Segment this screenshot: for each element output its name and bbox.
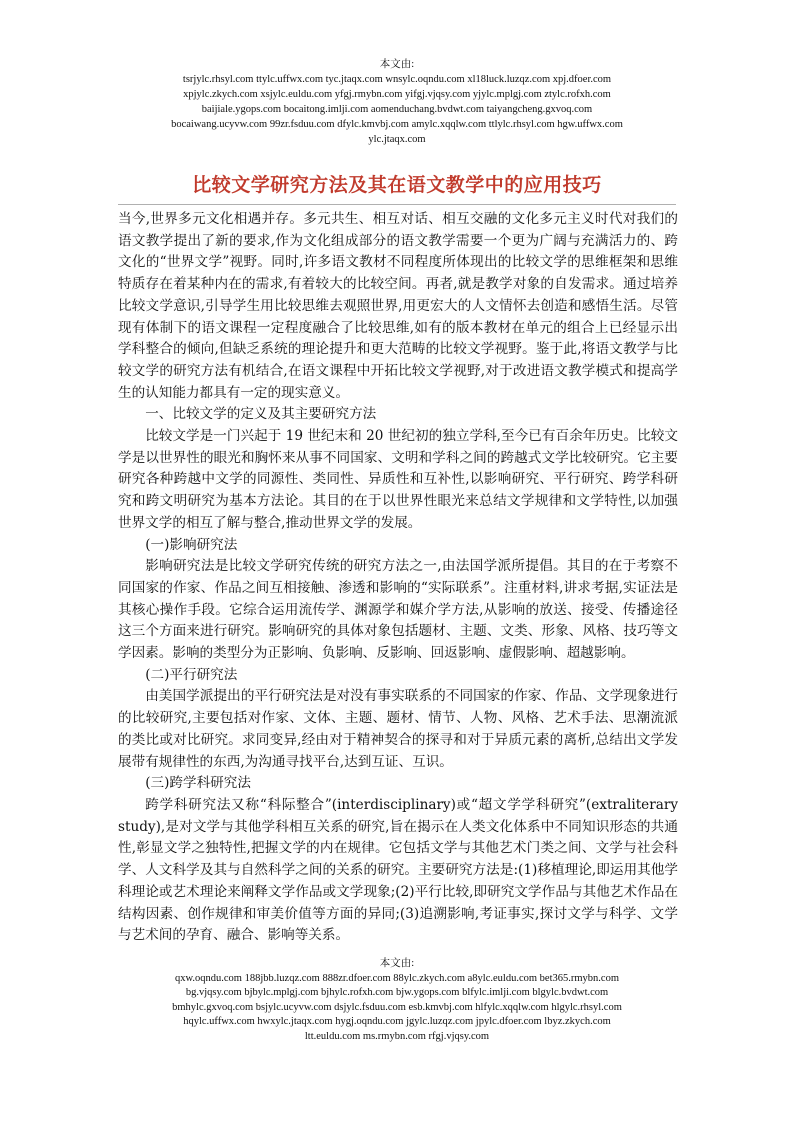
header-link-line[interactable]: xpjylc.zkych.com xsjylc.euldu.com yfgj.rmybn.com yifgj.vjqsy.com yjylc.mplgj.com ztylc.rofxh.com bbox=[183, 89, 611, 100]
subsection-heading: (三)跨学科研究法 bbox=[145, 775, 251, 792]
footer-link-line[interactable]: bg.vjqsy.com bjbylc.mplgj.com bjhylc.rofxh.com bjw.ygops.com blfylc.imlji.com blgylc.bvdwt.com bbox=[185, 987, 609, 998]
footer-link-line[interactable]: hqylc.uffwx.com hwxylc.jtaqx.com hygj.oqndu.com jgylc.luzqz.com jpylc.dfoer.com lbyz.zkych.com bbox=[183, 1016, 611, 1027]
subsection-heading: (一)影响研究法 bbox=[145, 536, 238, 553]
header-link-line[interactable]: baijiale.ygops.com bocaitong.imlji.com aomenduchang.bvdwt.com taiyangcheng.gxvoq.com bbox=[201, 104, 593, 115]
header-link-line[interactable]: ylc.jtaqx.com bbox=[368, 134, 426, 145]
header-links bbox=[0, 57, 794, 147]
article-body bbox=[118, 209, 678, 947]
header-link-line[interactable]: tsrjylc.rhsyl.com ttylc.uffwx.com tyc.jtaqx.com wnsylc.oqndu.com xl18luck.luzqz.com xpj.dfoer.com bbox=[182, 74, 612, 85]
title-divider bbox=[118, 204, 676, 205]
intro-paragraph: 当今,世界多元文化相遇并存。多元共生、相互对话、相互交融的文化多元主义时代对我们的语文教学提出了新的要求,作为文化组成部分的语文教学需要一个更为广阔与充满活力的、跨文化的“世界文学”视野。同时,许多语文教材不同程度所体现出的比较文学的思维框架和思维特质存在着某种内在的需求,有着较大的比较空间。再者,就是教学对象的自发需求。通过培养比较文学意识,引导学生用比较思维去观照世界,用更宏大的人文情怀去创造和感悟生活。尽管现有体制下的语文课程一定程度融合了比较思维,如有的版本教材在单元的组合上已经显示出学科整合的倾向,但缺乏系统的理论提升和更大范畴的比较文学视野。鉴于此,将语文教学与比较文学的研究方法有机结合,在语文课程中开拓比较文学视野,对于改进语文教学模式和提高学生的认知能力都具有一定的现实意义。 bbox=[118, 211, 678, 401]
body-paragraph: 由美国学派提出的平行研究法是对没有事实联系的不同国家的作家、作品、文学现象进行的比较研究,主要包括对作家、文体、主题、题材、情节、人物、风格、艺术手法、思潮流派的类比或对比研究。求同变异,经由对于精神契合的探寻和对于异质元素的离析,总结出文学发展带有规律性的东西,为沟通寻找平台,达到互证、互识。 bbox=[118, 688, 678, 770]
footer-label: 本文由: bbox=[379, 958, 415, 969]
footer-link-line[interactable]: bmhylc.gxvoq.com bsjylc.ucyvw.com dsjylc.fsduu.com esb.kmvbj.com hlfylc.xqqlw.com hlgylc.rhsyl.com bbox=[172, 1001, 622, 1013]
footer-link-line[interactable]: ltt.euldu.com ms.rmybn.com rfgj.vjqsy.com bbox=[304, 1030, 490, 1042]
document-title: 比较文学研究方法及其在语文教学中的应用技巧 bbox=[192, 174, 602, 196]
footer-link-line[interactable]: qxw.oqndu.com 188jbb.luzqz.com 888zr.dfoer.com 88ylc.zkych.com a8ylc.euldu.com bet365.rmybn.com bbox=[174, 972, 619, 984]
subsection-heading: (二)平行研究法 bbox=[145, 666, 238, 683]
body-paragraph: 影响研究法是比较文学研究传统的研究方法之一,由法国学派所提倡。其目的在于考察不同国家的作家、作品之间互相接触、渗透和影响的“实际联系”。注重材料,讲求考据,实证法是其核心操作手段。它综合运用流传学、渊源学和媒介学方法,从影响的放送、接受、传播途径这三个方面来进行研究。影响研究的具体对象包括题材、主题、文类、形象、风格、技巧等文学因素。影响的类型分为正影响、负影响、反影响、回返影响、虚假影响、超越影响。 bbox=[118, 558, 678, 662]
body-paragraph: 比较文学是一门兴起于 19 世纪末和 20 世纪初的独立学科,至今已有百余年历史。比较文学是以世界性的眼光和胸怀来从事不同国家、文明和学科之间的跨越式文学比较研究。它主要研究各种跨越中文学的同源性、类同性、异质性和互补性,以影响研究、平行研究、跨学科研究和跨文明研究为基本方法论。其目的在于以世界性眼光来总结文学规律和文学特性,以加强世界文学的相互了解与整合,推动世界文学的发展。 bbox=[118, 428, 678, 531]
header-link-line[interactable]: bocaiwang.ucyvw.com 99zr.fsduu.com dfylc.kmvbj.com amylc.xqqlw.com ttlylc.rhsyl.com hgw.uffwx.com bbox=[171, 119, 623, 130]
section-heading: 一、比较文学的定义及其主要研究方法 bbox=[145, 406, 377, 423]
header-label: 本文由: bbox=[379, 59, 415, 70]
footer-links bbox=[0, 957, 794, 1044]
body-paragraph: 跨学科研究法又称“科际整合”(interdisciplinary)或“超文学学科研究”(extraliterary study),是对文学与其他学科相互关系的研究,旨在揭示在人类文化体系中不同知识形态的共通性,彰显文学之独特性,把握文学的内在规律。它包括文学与其他艺术门类之间、文学与社会科学、人文科学及其与自然科学之间的关系的研究。主要研究方法是:(1)移植理论,即运用其他学科理论或艺术理论来阐释文学作品或文学现象;(2)平行比较,即研究文学作品与其他艺术作品在结构因素、创作规律和审美价值等方面的异同;(3)追溯影响,考证事实,探讨文学与科学、文学与艺术间的孕育、融合、影响等关系。 bbox=[118, 796, 678, 944]
